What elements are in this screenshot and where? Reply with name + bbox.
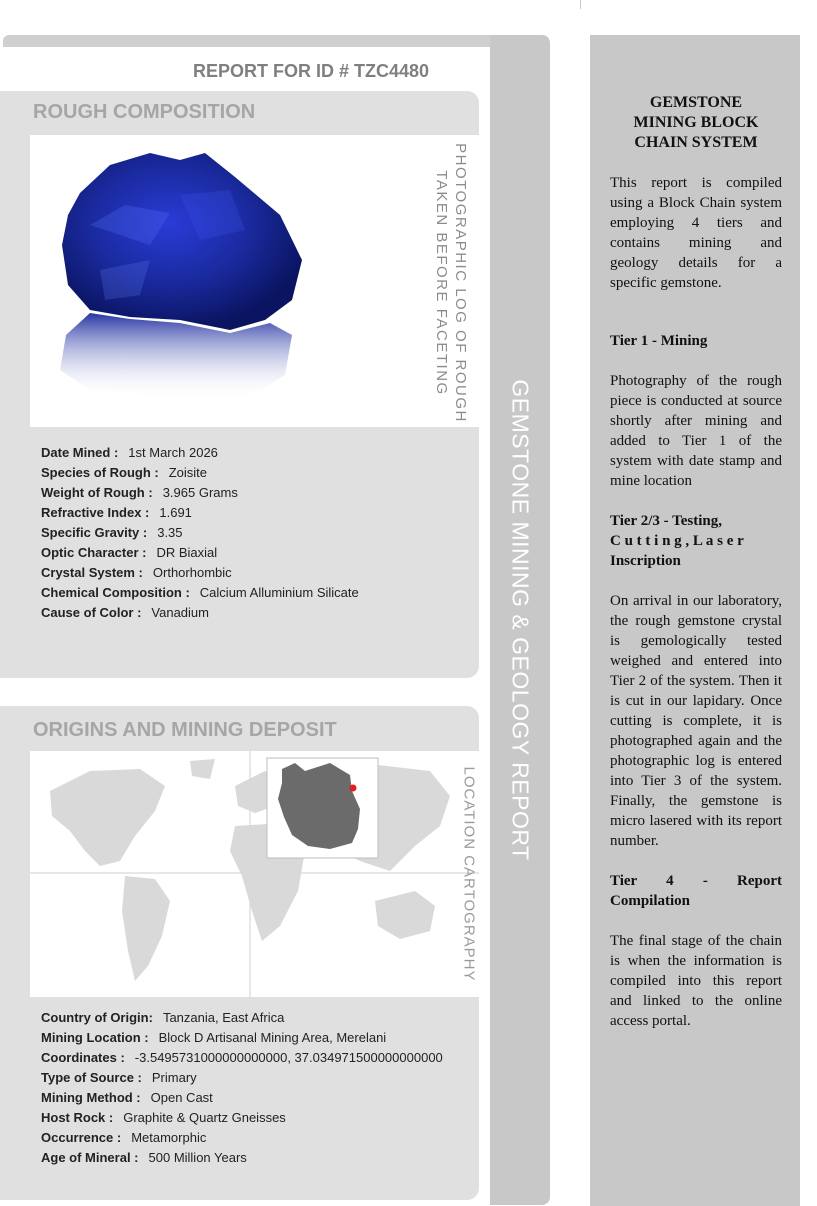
location-map bbox=[30, 751, 479, 997]
detail-row: Optic Character : DR Biaxial bbox=[41, 545, 218, 560]
detail-row: Species of Rough : Zoisite bbox=[41, 465, 208, 480]
top-divider bbox=[580, 0, 581, 9]
origins-title: ORIGINS AND MINING DEPOSIT bbox=[33, 719, 337, 741]
tier4-text: The final stage of the chain is when the information is compiled into this report and linked to the online access portal. bbox=[610, 933, 782, 1029]
tier4-heading: Tier 4 - Report Compilation bbox=[610, 873, 782, 909]
detail-row: Date Mined : 1st March 2026 bbox=[41, 445, 218, 460]
map-caption: LOCATION CARTOGRAPHY bbox=[460, 766, 478, 982]
detail-row: Mining Method : Open Cast bbox=[41, 1090, 213, 1105]
vertical-report-title: GEMSTONE MINING & GEOLOGY REPORT bbox=[507, 379, 534, 861]
blockchain-info-column bbox=[590, 35, 800, 1206]
tier1-heading: Tier 1 - Mining bbox=[610, 333, 708, 349]
detail-row: Country of Origin: Tanzania, East Africa bbox=[41, 1010, 285, 1025]
blockchain-info-content bbox=[610, 93, 782, 1031]
report-id: REPORT FOR ID # TZC4480 bbox=[193, 61, 430, 81]
rough-composition-title: ROUGH COMPOSITION bbox=[33, 101, 256, 123]
top-bar bbox=[3, 35, 549, 47]
detail-row: Mining Location : Block D Artisanal Mining Area, Merelani bbox=[41, 1030, 387, 1045]
detail-row: Type of Source : Primary bbox=[41, 1070, 197, 1085]
detail-row: Coordinates : -3.5495731000000000000, 37.034971500000000000 bbox=[41, 1050, 443, 1065]
rough-gem-photo bbox=[30, 135, 322, 427]
detail-row: Host Rock : Graphite & Quartz Gneisses bbox=[41, 1110, 286, 1125]
detail-row: Cause of Color : Vanadium bbox=[41, 605, 209, 620]
world-map-image bbox=[30, 751, 479, 997]
info-intro: This report is compiled using a Block Chain system employing 4 tiers and contains mining and geology details for a specific gemstone. bbox=[610, 175, 782, 291]
detail-row: Weight of Rough : 3.965 Grams bbox=[41, 485, 238, 500]
detail-row: Specific Gravity : 3.35 bbox=[41, 525, 183, 540]
tier23-text: On arrival in our laboratory, the rough gemstone crystal is gemologically tested weighed and entered into Tier 2 of the system. Then it is cut in our lapidary. Once cutting is complete, it is photographed again and the photographic log is entered into Tier 3 of the system. Finally, the gemstone is micro lasered with its report number. bbox=[610, 593, 782, 849]
detail-row: Refractive Index : 1.691 bbox=[41, 505, 192, 520]
detail-row: Occurrence : Metamorphic bbox=[41, 1130, 207, 1145]
detail-row: Crystal System : Orthorhombic bbox=[41, 565, 232, 580]
detail-row: Chemical Composition : Calcium Alluminium Silicate bbox=[41, 585, 359, 600]
tier1-text: Photography of the rough piece is conducted at source shortly after mining and added to Tier 1 of the system with date stamp and mine location bbox=[610, 373, 782, 489]
rough-details-list bbox=[41, 443, 359, 623]
origins-details-list bbox=[41, 1008, 443, 1168]
detail-row: Age of Mineral : 500 Million Years bbox=[41, 1150, 247, 1165]
tier23-heading: Tier 2/3 - Testing, C u t t i n g , L a s e r Inscription bbox=[610, 513, 744, 569]
mine-location-marker bbox=[350, 785, 357, 792]
rough-photo-caption: PHOTOGRAPHIC LOG OF ROUGH TAKEN BEFORE FACETING bbox=[433, 143, 469, 423]
info-title: GEMSTONE MINING BLOCK CHAIN SYSTEM bbox=[633, 94, 759, 151]
gemstone-image bbox=[30, 135, 322, 427]
